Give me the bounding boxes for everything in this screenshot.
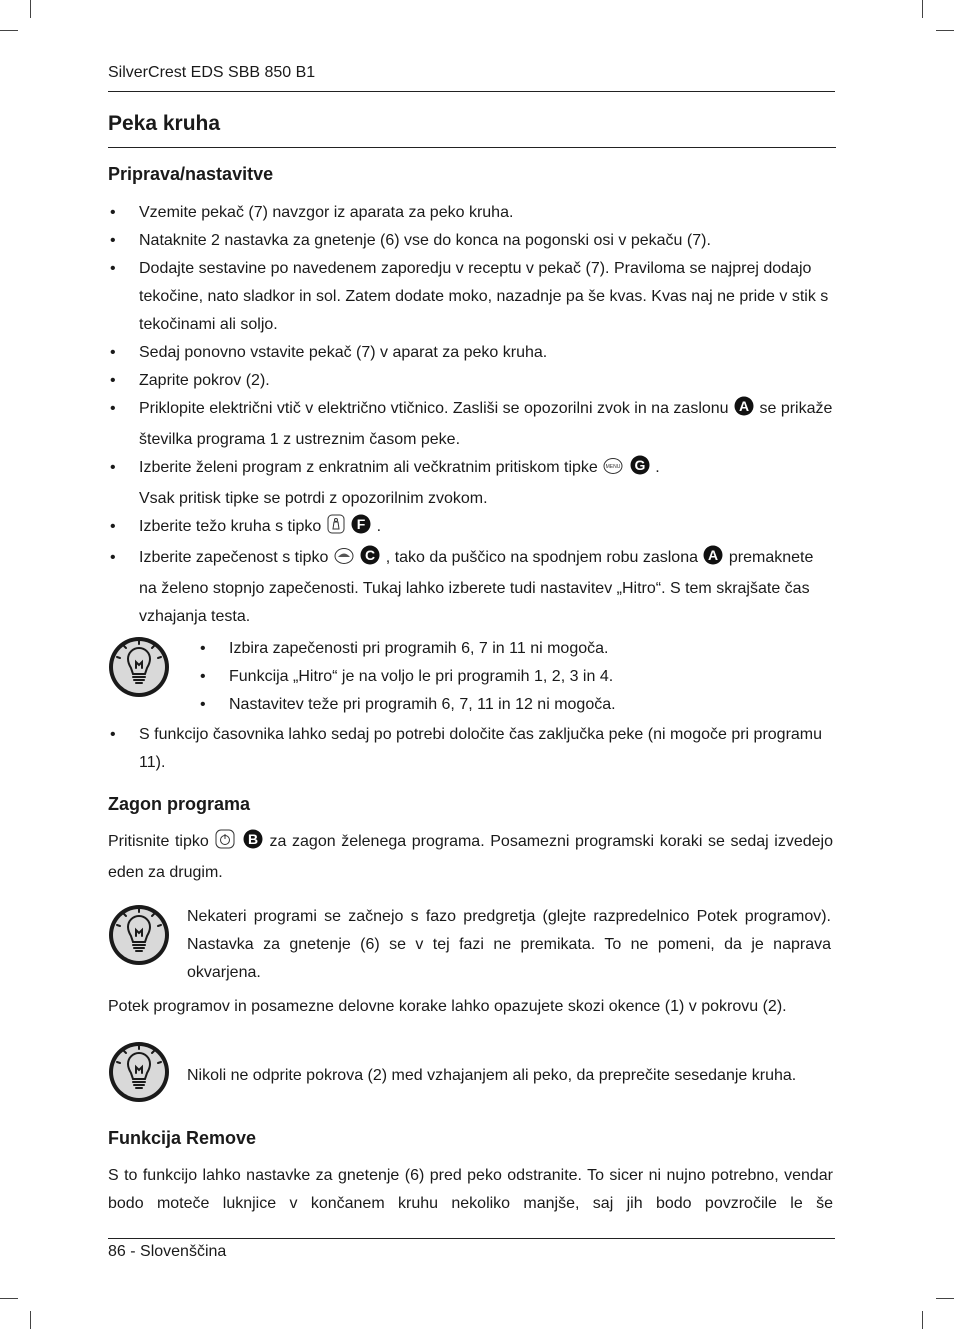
list-item: • Vzemite pekač (7) navzgor iz aparata za peko kruha.: [108, 199, 835, 227]
tip-text: Nekateri programi se začnejo s fazo predgretja (glejte razpredelnico Potek programov). Nastavka za gnetenje (6) se v tej fazi ne premikata. To ne pomeni, da je naprava okvarjena.: [187, 908, 831, 981]
crop-mark: [922, 0, 923, 18]
list-item-text: Izberite zapečenost s tipko: [139, 549, 329, 566]
tip-list: [198, 635, 798, 719]
header-rule: [108, 91, 835, 92]
list-item-text: premaknete na želeno stopnjo zapečenosti. Tukaj lahko izberete tudi nastavitev „Hitro“. S tem skrajšate čas vzhajanja testa.: [139, 549, 814, 625]
footer-rule: [108, 1238, 835, 1239]
svg-text:B: B: [247, 831, 258, 847]
list-item-text: .: [376, 518, 382, 535]
crop-mark: [922, 1311, 923, 1329]
start-heading: Zagon programa: [108, 794, 251, 814]
list-item: [108, 513, 835, 544]
list-item: • Nastavitev teže pri programih 6, 7, 11 in 12 ni mogoča.: [198, 691, 798, 719]
crop-mark: [0, 1298, 18, 1299]
list-item: [108, 544, 835, 631]
list-item-text: Vsak pritisk tipke se potrdi z opozorilnim zvokom.: [139, 490, 488, 507]
svg-text:A: A: [708, 547, 719, 563]
list-item: • Nataknite 2 nastavka za gnetenje (6) vse do konca na pogonski osi v pekaču (7).: [108, 227, 835, 255]
remove-paragraph: S to funkcijo lahko nastavke za gnetenje (6) pred peko odstranite. To sicer ni nujno potrebno, vendar bodo moteče luknjice v končanem kruhu nekoliko manjše, saj jih bodo povzročile le še: [108, 1167, 833, 1212]
lightbulb-tip-icon: [108, 904, 170, 966]
crop-mark: [0, 30, 18, 31]
list-item: • S funkcijo časovnika lahko sedaj po potrebi določite čas zaključka peke (ni mogoče pri programu 11).: [108, 721, 835, 777]
tip-text: Nikoli ne odprite pokrova (2) med vzhajanjem ali peko, da preprečite sesedanje kruha.: [187, 1067, 797, 1084]
prep-list: [108, 199, 835, 631]
svg-text:MENU: MENU: [605, 464, 621, 470]
section-rule: [108, 147, 836, 148]
list-item: [108, 395, 835, 454]
list-item: • Funkcija „Hitro“ je na voljo le pri programih 1, 2, 3 in 4.: [198, 663, 798, 691]
section-title: Peka kruha: [108, 112, 221, 135]
menu-button-icon: [603, 457, 623, 485]
list-item: • Izbira zapečenosti pri programih 6, 7 in 11 ni mogoča.: [198, 635, 798, 663]
display-a-icon: [703, 545, 723, 575]
footer-separator: -: [130, 1243, 136, 1260]
list-item-text: , tako da puščico na spodnjem robu zaslona: [385, 549, 698, 566]
page-footer: [108, 1243, 226, 1261]
observe-paragraph: Potek programov in posamezne delovne korake lahko opazujete skozi okence (1) v pokrovu (2).: [108, 998, 787, 1015]
list-item: [108, 454, 835, 513]
key-c-icon: [360, 545, 380, 575]
key-f-icon: [351, 514, 371, 544]
list-item-text: se prikaže številka programa 1 z ustreznim časom peke.: [139, 400, 833, 448]
svg-text:C: C: [365, 547, 376, 563]
lightbulb-tip-icon: [108, 636, 170, 698]
remove-heading: Funkcija Remove: [108, 1128, 257, 1148]
list-item-text: Priklopite električni vtič v električno vtičnico. Zasliši se opozorilni zvok in na zaslonu: [139, 400, 729, 417]
display-a-icon: [734, 396, 754, 426]
list-item-text: .: [655, 459, 660, 476]
prep-heading: Priprava/nastavitve: [108, 164, 274, 184]
svg-text:F: F: [356, 516, 366, 532]
crop-mark: [30, 1311, 31, 1329]
list-item-text: Izberite težo kruha s tipko: [139, 518, 322, 535]
start-paragraph: Pritisnite tipko B za zagon želenega programa. Posamezni programski koraki se sedaj izvedejo eden za drugim.: [108, 831, 833, 881]
page-number: 86: [108, 1243, 126, 1260]
list-item: • Zaprite pokrov (2).: [108, 367, 835, 395]
weight-button-icon: [327, 514, 345, 544]
list-item-text: Izberite želeni program z enkratnim ali večkratnim pritiskom tipke: [139, 459, 598, 476]
crop-mark: [30, 0, 31, 18]
crust-button-icon: [334, 547, 354, 575]
start-button-icon: [215, 829, 235, 859]
running-header: SilverCrest EDS SBB 850 B1: [108, 64, 316, 81]
lightbulb-tip-icon: [108, 1041, 170, 1103]
timer-list: [108, 721, 835, 777]
crop-mark: [936, 1298, 954, 1299]
list-item: • Sedaj ponovno vstavite pekač (7) v aparat za peko kruha.: [108, 339, 835, 367]
list-item: • Dodajte sestavine po navedenem zaporedju v receptu v pekač (7). Praviloma se najprej dodajo tekočine, nato sladkor in sol. Zatem dodate moko, nazadnje pa še kvas. Kvas naj ne pride v stik s tekočinami ali soljo.: [108, 255, 835, 339]
crop-mark: [936, 30, 954, 31]
svg-text:A: A: [738, 398, 750, 414]
svg-text:G: G: [634, 457, 646, 473]
key-g-icon: [630, 455, 650, 485]
footer-language: Slovenščina: [140, 1243, 227, 1260]
key-b-icon: [243, 829, 263, 859]
